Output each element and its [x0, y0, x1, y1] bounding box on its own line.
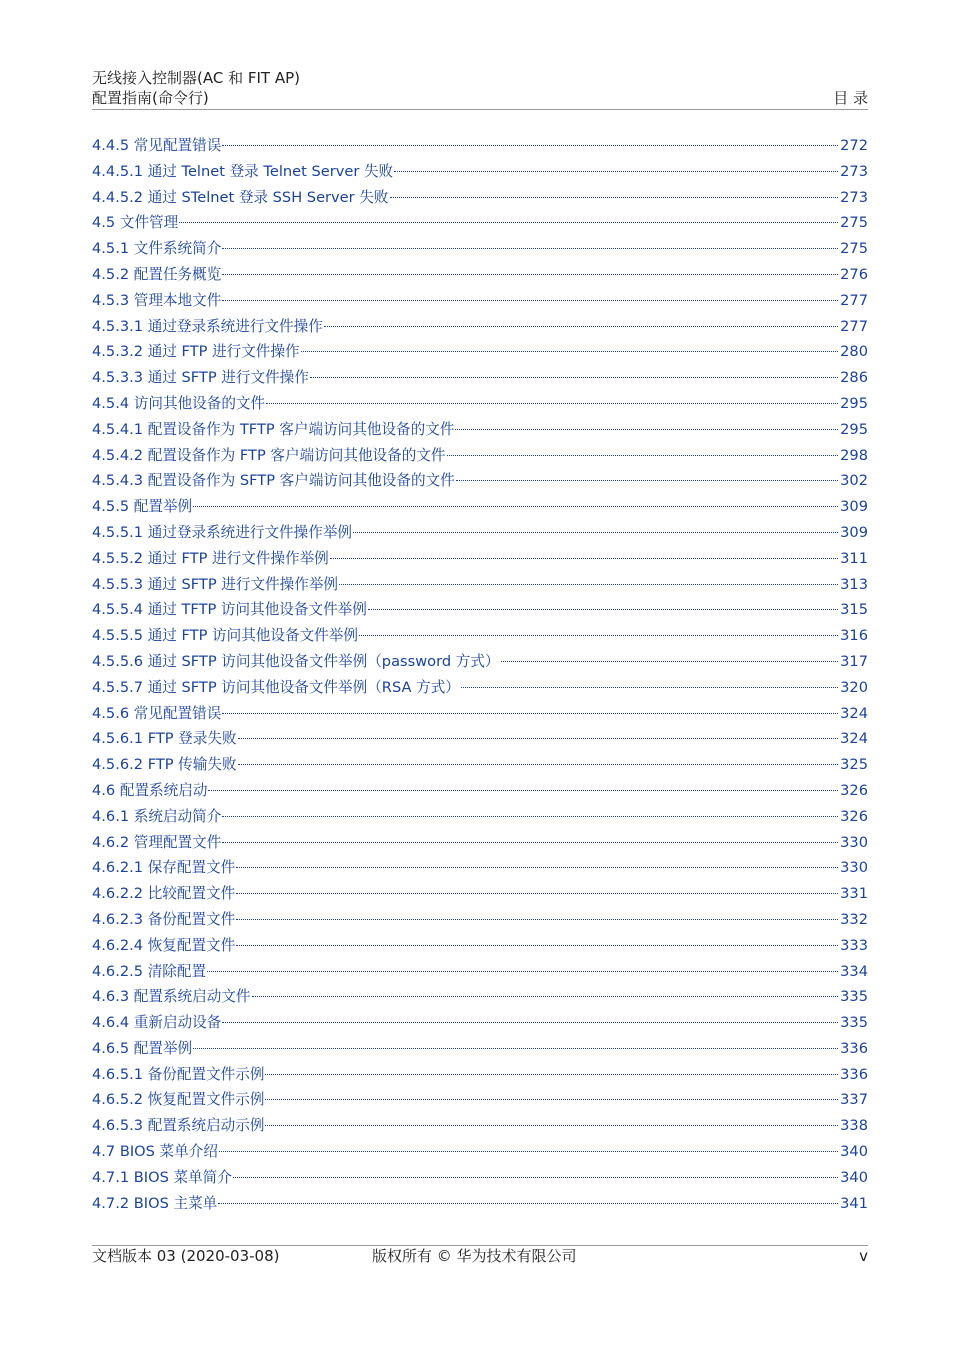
toc-entry[interactable]: [92, 1010, 868, 1036]
dot-leader: [359, 635, 838, 636]
toc-entry-page: 335: [840, 988, 868, 1006]
toc-entry-page: 311: [840, 549, 868, 567]
toc-entry-page: 340: [840, 1143, 868, 1161]
dot-leader: [252, 996, 839, 997]
dot-leader: [208, 790, 838, 791]
dot-leader: [353, 532, 838, 533]
dot-leader: [207, 971, 838, 972]
page-header: [92, 68, 868, 108]
toc-entry-title: 4.5.5.6 通过 SFTP 访问其他设备文件举例（password 方式）: [92, 652, 500, 670]
dot-leader: [456, 480, 838, 481]
table-of-contents: [92, 133, 868, 1216]
toc-entry-title: 4.5.4 访问其他设备的文件: [92, 394, 266, 412]
toc-entry-page: 338: [840, 1117, 868, 1135]
toc-entry[interactable]: [92, 778, 868, 804]
toc-entry-title: 4.5.4.3 配置设备作为 SFTP 客户端访问其他设备的文件: [92, 472, 455, 490]
toc-entry[interactable]: [92, 365, 868, 391]
toc-entry-page: 330: [840, 859, 868, 877]
toc-entry-title: 4.5.2 配置任务概览: [92, 265, 222, 283]
toc-entry-title: 4.5.6.2 FTP 传输失败: [92, 756, 237, 774]
toc-entry[interactable]: [92, 675, 868, 701]
doc-title: 无线接入控制器(AC 和 FIT AP): [92, 69, 301, 87]
toc-entry-title: 4.5.3.1 通过登录系统进行文件操作: [92, 317, 323, 335]
toc-entry[interactable]: [92, 623, 868, 649]
dot-leader: [265, 1074, 838, 1075]
toc-entry[interactable]: [92, 959, 868, 985]
toc-entry-title: 4.6.1 系统启动简介: [92, 807, 222, 825]
toc-entry-page: 325: [840, 756, 868, 774]
copyright: 版权所有 © 华为技术有限公司: [372, 1247, 577, 1265]
toc-entry-title: 4.4.5.2 通过 STelnet 登录 SSH Server 失败: [92, 188, 389, 206]
toc-entry-title: 4.5.6.1 FTP 登录失败: [92, 730, 237, 748]
doc-version: 文档版本 03 (2020-03-08): [92, 1247, 280, 1265]
dot-leader: [461, 687, 838, 688]
toc-entry-title: 4.6.4 重新启动设备: [92, 1014, 222, 1032]
toc-entry[interactable]: [92, 572, 868, 598]
dot-leader: [222, 816, 838, 817]
dot-leader: [222, 1022, 838, 1023]
toc-entry[interactable]: [92, 210, 868, 236]
toc-entry[interactable]: [92, 597, 868, 623]
dot-leader: [193, 506, 838, 507]
toc-entry-page: 316: [840, 627, 868, 645]
toc-entry-title: 4.5.3.2 通过 FTP 进行文件操作: [92, 343, 300, 361]
toc-entry-page: 317: [840, 652, 868, 670]
toc-entry-page: 334: [840, 962, 868, 980]
toc-entry-page: 326: [840, 781, 868, 799]
toc-entry[interactable]: [92, 855, 868, 881]
toc-entry-page: 272: [840, 137, 868, 154]
toc-entry-title: 4.6.2.2 比较配置文件: [92, 885, 236, 903]
dot-leader: [236, 945, 838, 946]
dot-leader: [501, 661, 839, 662]
toc-entry-title: 4.6.2.5 清除配置: [92, 962, 207, 980]
toc-entry-page: 336: [840, 1065, 868, 1083]
toc-entry-title: 4.5.6 常见配置错误: [92, 704, 222, 722]
dot-leader: [390, 197, 839, 198]
toc-entry-title: 4.4.5 常见配置错误: [92, 137, 222, 154]
toc-entry-page: 302: [840, 472, 868, 490]
dot-leader: [222, 248, 838, 249]
toc-entry[interactable]: [92, 494, 868, 520]
toc-entry[interactable]: [92, 1165, 868, 1191]
toc-entry[interactable]: [92, 443, 868, 469]
dot-leader: [222, 274, 838, 275]
dot-leader: [222, 300, 838, 301]
toc-entry-page: 332: [840, 910, 868, 928]
toc-entry-page: 273: [840, 162, 868, 180]
toc-entry-page: 315: [840, 601, 868, 619]
toc-entry[interactable]: [92, 830, 868, 856]
toc-entry[interactable]: [92, 520, 868, 546]
toc-entry-title: 4.5.4.1 配置设备作为 TFTP 客户端访问其他设备的文件: [92, 420, 455, 438]
toc-entry-title: 4.5.3.3 通过 SFTP 进行文件操作: [92, 369, 309, 387]
header-divider: [92, 109, 868, 110]
dot-leader: [179, 222, 838, 223]
toc-entry[interactable]: [92, 804, 868, 830]
dot-leader: [339, 584, 838, 585]
toc-entry[interactable]: [92, 236, 868, 262]
toc-entry-title: 4.6.5.3 配置系统启动示例: [92, 1117, 265, 1135]
toc-entry[interactable]: [92, 133, 868, 159]
toc-entry-title: 4.4.5.1 通过 Telnet 登录 Telnet Server 失败: [92, 162, 394, 180]
dot-leader: [238, 764, 839, 765]
toc-entry[interactable]: [92, 159, 868, 185]
toc-entry[interactable]: [92, 907, 868, 933]
toc-entry-title: 4.6.2.4 恢复配置文件: [92, 936, 236, 954]
toc-entry[interactable]: [92, 1036, 868, 1062]
toc-entry[interactable]: [92, 649, 868, 675]
dot-leader: [265, 1099, 838, 1100]
toc-entry-page: 280: [840, 343, 868, 361]
dot-leader: [324, 326, 838, 327]
section-label: 目 录: [833, 89, 868, 107]
dot-leader: [266, 403, 838, 404]
toc-entry-title: 4.5.5 配置举例: [92, 498, 193, 516]
dot-leader: [222, 145, 838, 146]
toc-entry[interactable]: [92, 1062, 868, 1088]
toc-entry-page: 276: [840, 265, 868, 283]
toc-entry-page: 313: [840, 575, 868, 593]
page-number: v: [859, 1247, 868, 1265]
toc-entry-title: 4.5.5.4 通过 TFTP 访问其他设备文件举例: [92, 601, 367, 619]
toc-entry[interactable]: [92, 881, 868, 907]
toc-entry-title: 4.5.5.7 通过 SFTP 访问其他设备文件举例（RSA 方式）: [92, 678, 460, 696]
dot-leader: [394, 171, 838, 172]
toc-entry-page: 286: [840, 369, 868, 387]
toc-entry-page: 341: [840, 1194, 868, 1212]
toc-entry-page: 309: [840, 498, 868, 516]
dot-leader: [447, 455, 839, 456]
toc-entry[interactable]: [92, 701, 868, 727]
doc-subtitle: 配置指南(命令行): [92, 89, 209, 107]
toc-entry[interactable]: [92, 984, 868, 1010]
toc-entry[interactable]: [92, 314, 868, 340]
toc-entry[interactable]: [92, 262, 868, 288]
toc-entry-title: 4.6.5.1 备份配置文件示例: [92, 1065, 265, 1083]
toc-entry-title: 4.5.5.2 通过 FTP 进行文件操作举例: [92, 549, 329, 567]
toc-entry-title: 4.5.5.1 通过登录系统进行文件操作举例: [92, 523, 353, 541]
toc-entry[interactable]: [92, 417, 868, 443]
toc-entry-title: 4.6.2.1 保存配置文件: [92, 859, 236, 877]
toc-entry[interactable]: [92, 288, 868, 314]
toc-entry-page: 277: [840, 317, 868, 335]
toc-entry[interactable]: [92, 468, 868, 494]
toc-entry-page: 331: [840, 885, 868, 903]
toc-entry-title: 4.6.3 配置系统启动文件: [92, 988, 251, 1006]
toc-entry[interactable]: [92, 391, 868, 417]
toc-entry-title: 4.7.1 BIOS 菜单简介: [92, 1168, 232, 1186]
dot-leader: [219, 1151, 838, 1152]
toc-entry[interactable]: [92, 185, 868, 211]
toc-entry[interactable]: [92, 752, 868, 778]
toc-entry-title: 4.6.2.3 备份配置文件: [92, 910, 236, 928]
dot-leader: [301, 351, 839, 352]
toc-entry-page: 275: [840, 214, 868, 232]
toc-entry-page: 336: [840, 1039, 868, 1057]
toc-entry[interactable]: [92, 546, 868, 572]
toc-entry-title: 4.5.4.2 配置设备作为 FTP 客户端访问其他设备的文件: [92, 446, 446, 464]
toc-entry[interactable]: [92, 1113, 868, 1139]
toc-entry-page: 337: [840, 1091, 868, 1109]
toc-entry-page: 324: [840, 704, 868, 722]
toc-entry-title: 4.7 BIOS 菜单介绍: [92, 1143, 218, 1161]
toc-entry-page: 324: [840, 730, 868, 748]
toc-entry-title: 4.6.2 管理配置文件: [92, 833, 222, 851]
toc-entry[interactable]: [92, 1087, 868, 1113]
dot-leader: [238, 738, 839, 739]
toc-entry-page: 273: [840, 188, 868, 206]
dot-leader: [236, 919, 838, 920]
dot-leader: [368, 609, 838, 610]
dot-leader: [265, 1125, 838, 1126]
dot-leader: [310, 377, 838, 378]
toc-entry-title: 4.6.5.2 恢复配置文件示例: [92, 1091, 265, 1109]
dot-leader: [330, 558, 838, 559]
toc-entry[interactable]: [92, 339, 868, 365]
dot-leader: [193, 1048, 838, 1049]
dot-leader: [222, 713, 838, 714]
toc-entry-page: 275: [840, 240, 868, 258]
toc-entry[interactable]: [92, 1191, 868, 1217]
dot-leader: [233, 1177, 838, 1178]
dot-leader: [455, 429, 838, 430]
toc-entry-title: 4.5.5.5 通过 FTP 访问其他设备文件举例: [92, 627, 358, 645]
toc-entry-title: 4.5 文件管理: [92, 214, 179, 232]
toc-entry-page: 326: [840, 807, 868, 825]
dot-leader: [236, 893, 838, 894]
toc-entry[interactable]: [92, 726, 868, 752]
toc-entry-title: 4.5.5.3 通过 SFTP 进行文件操作举例: [92, 575, 339, 593]
toc-entry-page: 333: [840, 936, 868, 954]
toc-entry-page: 330: [840, 833, 868, 851]
toc-entry-page: 295: [840, 394, 868, 412]
toc-entry-page: 335: [840, 1014, 868, 1032]
toc-entry-page: 298: [840, 446, 868, 464]
toc-entry-page: 340: [840, 1168, 868, 1186]
toc-entry[interactable]: [92, 1139, 868, 1165]
toc-entry-page: 277: [840, 291, 868, 309]
toc-entry-title: 4.7.2 BIOS 主菜单: [92, 1194, 218, 1212]
toc-entry-page: 309: [840, 523, 868, 541]
dot-leader: [218, 1203, 838, 1204]
toc-entry-page: 295: [840, 420, 868, 438]
dot-leader: [236, 867, 838, 868]
dot-leader: [222, 842, 838, 843]
toc-entry-title: 4.6.5 配置举例: [92, 1039, 193, 1057]
toc-entry-title: 4.6 配置系统启动: [92, 781, 208, 799]
toc-entry[interactable]: [92, 933, 868, 959]
toc-entry-title: 4.5.1 文件系统简介: [92, 240, 222, 258]
toc-entry-title: 4.5.3 管理本地文件: [92, 291, 222, 309]
toc-entry-page: 320: [840, 678, 868, 696]
